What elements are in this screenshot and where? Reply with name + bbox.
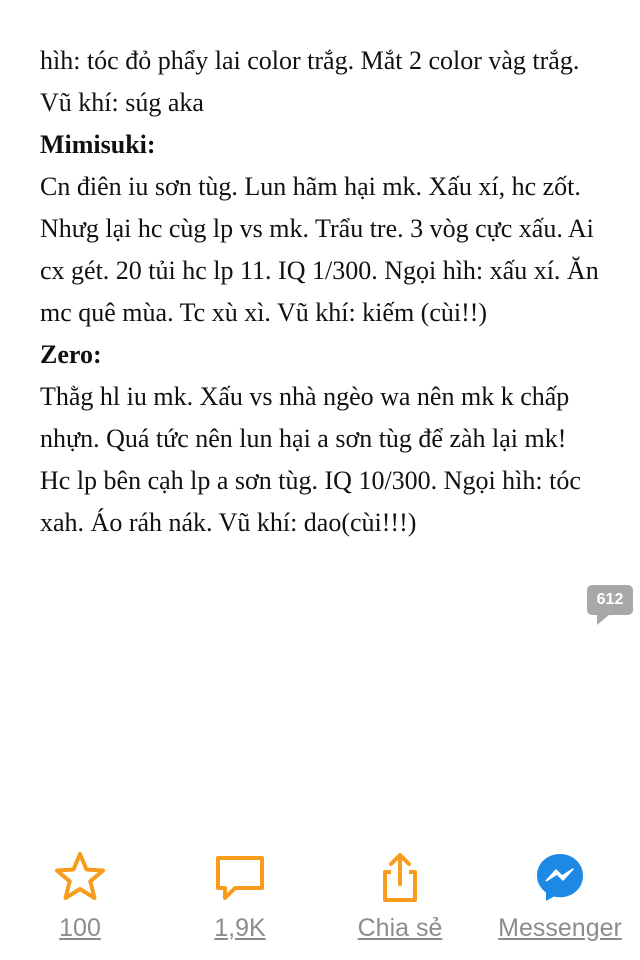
story-text	[40, 40, 600, 544]
share-icon	[373, 850, 427, 904]
vote-button[interactable]	[5, 850, 155, 943]
character-name-heading: Mimisuki:	[40, 130, 156, 159]
comments-count: 1,9K	[214, 914, 266, 942]
inline-comment-count: 612	[596, 591, 624, 608]
inline-comment-badge[interactable]	[587, 585, 633, 615]
vote-count: 100	[59, 914, 101, 942]
star-icon	[53, 850, 107, 904]
story-paragraph: Thằg hl iu mk. Xấu vs nhà ngèo wa nên mk k chấp nhựn. Quá tức nên lun hại a sơn tùg để zàh lại mk! Hc lp bên cạh lp a sơn tùg. IQ 10/300. Ngọi hìh: tóc xah. Áo ráh nák. Vũ khí: dao(cùi!!!)	[40, 382, 581, 537]
share-button[interactable]	[325, 850, 475, 943]
story-paragraph: hìh: tóc đỏ phẩy lai color trắg. Mắt 2 color vàg trắg. Vũ khí: súg aka	[40, 46, 580, 117]
character-name-heading: Zero:	[40, 340, 102, 369]
comments-button[interactable]	[165, 850, 315, 943]
bottom-action-bar	[0, 850, 640, 960]
share-label: Chia sẻ	[357, 914, 443, 942]
story-paragraph: Cn điên iu sơn tùg. Lun hãm hại mk. Xấu xí, hc zốt. Nhưg lại hc cùg lp vs mk. Trẩu tre. 3 vòg cực xấu. Ai cx gét. 20 tủi hc lp 11. IQ 1/300. Ngọi hìh: xấu xí. Ăn mc quê mùa. Tc xù xì. Vũ khí: kiếm (cùi!!)	[40, 172, 599, 327]
messenger-label: Messenger	[498, 914, 622, 942]
messenger-icon	[533, 850, 587, 904]
comment-bubble-icon	[213, 850, 267, 904]
messenger-button[interactable]	[485, 850, 635, 943]
